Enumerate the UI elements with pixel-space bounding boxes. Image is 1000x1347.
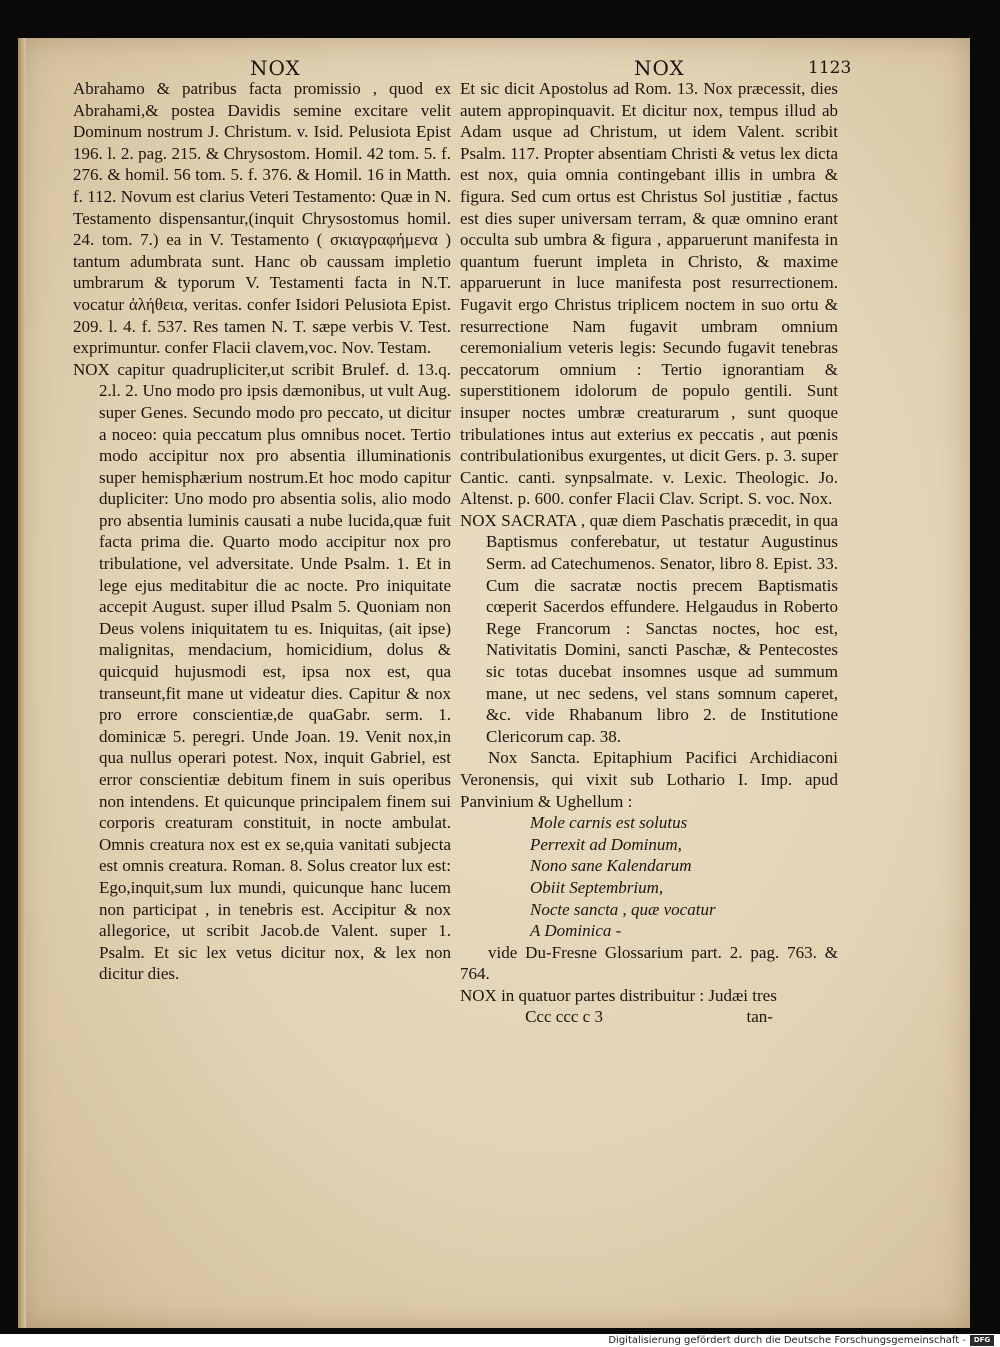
- right-paragraph-continued: Et sic dicit Apostolus ad Rom. 13. Nox præcessit, dies autem appropinquavit. Et dicitur nox, tempus illud ab Adam usque ad Christum, ut idem Valent. scribit Psalm. 117. Propter absentiam Christi & vetus lex dicta est nox, quia omnia contingebant illis in umbra & figura. Sed cum ortus est Christus Sol justitiæ , factus est dies super universam terram, & quæ omnino erant occulta sub umbra & figura , apparuerunt manifesta in quantum fuerunt impleta in Christo, & maxime apparuerunt in luce manifesta post resurrectionem. Fugavit ergo Christus triplicem noctem in suo ortu & resurrectione Nam fugavit umbram omnium ceremonialium veteris legis: Secundo fugavit tenebras peccatorum omnium : Tertio ignorantiam & superstitionem idolorum de populo gentili. Sunt insuper noctes umbræ creaturarum , sunt quoque tribulationes intus aut exterius ex peccatis , aut pœnis contribulationibus exurgentes, ut dicit Gers. p. 3. super Cantic. canti. synpsalmate. v. Lexic. Theologic. Jo. Altenst. p. 600. confer Flacii Clav. Script. S. voc. Nox.: [460, 79, 838, 509]
- entry-nox-sancta: Nox Sancta. Epitaphium Pacifici Archidiaconi Veronensis, qui vixit sub Lothario I. Imp. apud Panvinium & Ughellum :: [460, 748, 838, 811]
- poem-line: Perrexit ad Dominum,: [530, 834, 682, 854]
- footer-credit: Digitalisierung gefördert durch die Deutsche Forschungsgemeinschaft -: [608, 1335, 966, 1346]
- running-head-left: NOX: [250, 56, 301, 80]
- digitization-footer: [0, 1334, 1000, 1347]
- page-number: 1123: [808, 58, 852, 78]
- entry-nox-quadrupliciter: NOX capitur quadrupliciter,ut scribit Brulef. d. 13.q. 2.l. 2. Uno modo pro ipsis dæmonibus, ut vult Aug. super Genes. Secundo modo pro peccato, ut dicitur a noceo: quia peccatum plus omnibus nocet. Tertio modo accipitur nox pro absentia illuminationis super hemisphærium nostrum.Et hoc modo capitur dupliciter: Uno modo pro absentia solis, alio modo pro absentia luminis causati a nube lucida,quæ fuit facta prima die. Quarto modo accipitur nox pro tribulatione, vel adversitate. Unde Psalm. 1. Et in lege ejus meditabitur die ac nocte. Pro iniquitate accepit August. super illud Psalm 5. Quoniam non Deus volens iniquitatem tu es. Iniquitas, (ait ipse) malignitas, mendacium, homicidium, dolus & quicquid hujusmodi est, ipsa nox est, qua transeunt,fit mane ut videatur dies. Capitur & nox pro errore conscientiæ,de quaGabr. serm. 1. dominicæ 5. peregri. Unde Joan. 19. Venit nox,in qua nullus operari potest. Nox, inquit Gabriel, est error conscientiæ debitum finem in suis operibus non intendens. Et quicunque principalem finem sui corporis creaturam constituit, in nocte ambulat. Omnis creatura nox est ex se,quia vanitati subjecta est omnis creatura. Roman. 8. Solus creator lux est: Ego,inquit,sum lux mundi, quicunque hanc lucem non participat , in tenebris est. Accipitur & nox allegorice, ut scribit Jacob.de Valent. super 1. Psalm. Et sic lex vetus dicitur nox, & lex non dicitur dies.: [73, 359, 451, 984]
- left-paragraph-continued: Abrahamo & patribus facta promissio , quod ex Abrahami,& postea Davidis semine excitare velit Dominum nostrum J. Christum. v. Isid. Pelusiota Epist 196. l. 2. pag. 215. & Chrysostom. Homil. 42 tom. 5. f. 276. & homil. 56 tom. 5. f. 376. & Homil. 16 in Matth. f. 112. Novum est clarius Veteri Testamento: Quæ in N. Testamento dispensantur,(inquit Chrysostomus homil. 24. tom. 7.) ea in V. Testamento ( σκιαγραφήμενα ) tantum adumbrata sunt. Hanc ob caussam impletio umbrarum & typorum V. Testamenti facta in N.T. vocatur ἀλήθεια, veritas. confer Isidori Pelusiota Epist. 209. l. 4. f. 537. Res tamen N. T. sæpe verbis V. Test. exprimuntur. confer Flacii clavem,voc. Nov. Testam.: [73, 79, 451, 358]
- signature-line: [460, 1007, 838, 1027]
- glossary-reference: vide Du-Fresne Glossarium part. 2. pag. 763. & 764.: [460, 942, 838, 984]
- epitaph-poem: [460, 812, 838, 942]
- book-page: [18, 38, 970, 1328]
- entry-nox-sacrata: NOX SACRATA , quæ diem Paschatis præcedit, in qua Baptismus conferebatur, ut testatur Augustinus Serm. ad Catechumenos. Senator, libro 8. Epist. 33. Cum die sacratæ noctis precem Baptismatis cœperit Sacerdos effundere. Helgaudus in Roberto Rege Francorum : Sanctas noctes, hoc est, Nativitatis Domini, sancti Paschæ, & Pentecostes sic totas ducebat insomnes usque ad summum mane, ut nec sedens, vel stans somnum caperet, &c. vide Rhabanum libro 2. de Institutione Clericorum cap. 38.: [460, 510, 838, 746]
- page-gutter: [18, 38, 26, 1328]
- poem-line: Mole carnis est solutus: [530, 813, 688, 833]
- poem-line: Nono sane Kalendarum: [530, 856, 692, 876]
- poem-line: A Dominica -: [530, 921, 622, 941]
- running-head-right: NOX: [634, 56, 685, 80]
- poem-line: Nocte sancta , quæ vocatur: [530, 899, 716, 919]
- dfg-logo: DFG: [970, 1335, 994, 1346]
- signature-mark: Ccc ccc c 3: [525, 1006, 603, 1026]
- right-column: [460, 78, 838, 1027]
- entry-nox-quatuor-partes: NOX in quatuor partes distribuitur : Judæi tres: [460, 985, 777, 1005]
- catchword: tan-: [746, 1006, 773, 1026]
- poem-line: Obiit Septembrium,: [530, 877, 664, 897]
- left-column: [73, 78, 451, 985]
